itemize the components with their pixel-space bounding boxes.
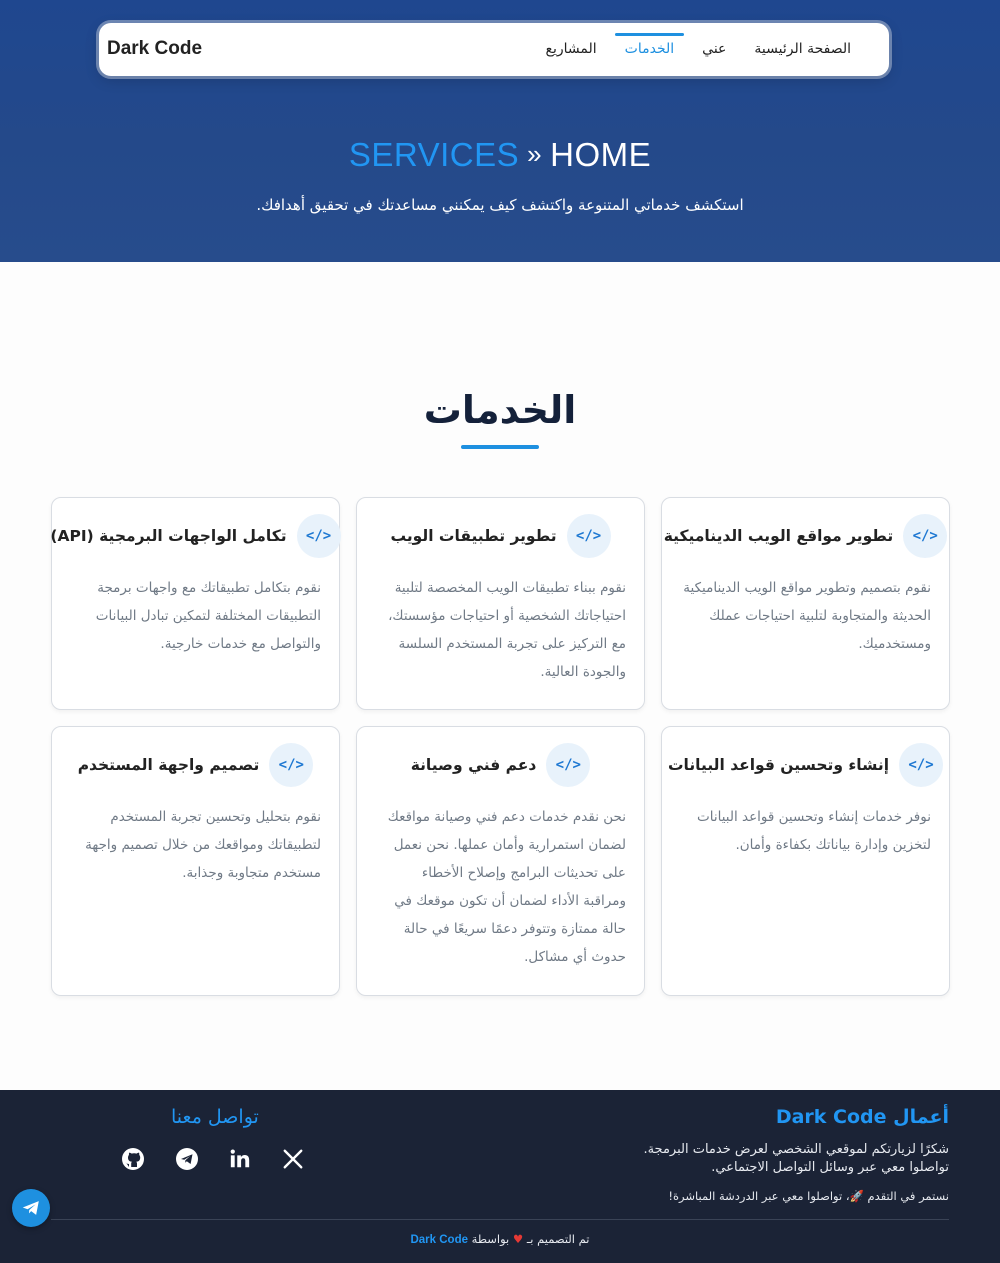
brand-logo[interactable]: Dark Code	[107, 38, 203, 59]
credit-by: بواسطة	[471, 1232, 510, 1246]
credit-prefix: تم التصميم بـ	[526, 1232, 590, 1246]
service-card	[51, 497, 340, 710]
footer-progress-text: نستمر في التقدم 🚀، تواصلوا معي عبر الدردشة المباشرة!	[668, 1189, 949, 1203]
title-underline	[461, 445, 539, 449]
hero-subtitle: استكشف خدماتي المتنوعة واكتشف كيف يمكنني مساعدتك في تحقيق أهدافك.	[256, 196, 744, 214]
nav-link-home[interactable]: الصفحة الرئيسية	[754, 41, 851, 57]
breadcrumb-current: SERVICES	[348, 136, 520, 173]
nav-link-services[interactable]: الخدمات	[615, 23, 685, 76]
footer-credit	[0, 1232, 1000, 1246]
service-card-text: نقوم بتكامل تطبيقاتك مع واجهات برمجة التطبيقات المختلفة لتمكين تبادل البيانات والتواصل مع خدمات خارجية.	[95, 580, 321, 652]
linkedin-icon[interactable]	[227, 1146, 253, 1172]
heart-icon: ♥	[512, 1232, 524, 1246]
service-card-text: نقوم بتصميم وتطوير مواقع الويب الديناميكية الحديثة والمتجاوبة لتلبية احتياجات عملك ومستخدميك.	[683, 580, 931, 652]
footer-works-title: أعمال Dark Code	[775, 1106, 949, 1128]
service-card-text: نقوم ببناء تطبيقات الويب المخصصة لتلبية احتياجاتك الشخصية أو احتياجات مؤسستك، مع التركيز على تجربة المستخدم السلسة والجودة العالية.	[388, 580, 626, 680]
breadcrumb	[0, 136, 1000, 174]
telegram-chat-button[interactable]	[12, 1189, 50, 1227]
service-card-text: نقوم بتحليل وتحسين تجربة المستخدم لتطبيقاتك ومواقعك من خلال تصميم واجهة مستخدم متجاوبة وجذابة.	[85, 809, 321, 881]
code-icon: </>	[899, 743, 943, 787]
breadcrumb-separator: »	[527, 139, 543, 169]
github-icon[interactable]	[120, 1146, 146, 1172]
credit-brand-link[interactable]: Dark Code	[410, 1234, 468, 1246]
nav-links	[528, 23, 861, 76]
footer-contact-title: تواصل معنا	[171, 1106, 259, 1128]
service-card	[661, 726, 950, 996]
code-icon: </>	[903, 514, 947, 558]
service-card-text: نوفر خدمات إنشاء وتحسين قواعد البيانات لتخزين وإدارة بياناتك بكفاءة وأمان.	[697, 809, 931, 853]
service-card	[356, 726, 645, 996]
hero-section	[0, 0, 1000, 262]
code-icon: </>	[546, 743, 590, 787]
code-icon: </>	[269, 743, 313, 787]
service-card-title: تطوير تطبيقات الويب	[390, 527, 557, 545]
code-icon: </>	[297, 514, 341, 558]
service-card-title: تصميم واجهة المستخدم	[77, 756, 260, 774]
service-card	[356, 497, 645, 710]
services-title: الخدمات	[423, 388, 577, 432]
nav-link-projects[interactable]: المشاريع	[545, 41, 597, 57]
service-card-title: تكامل الواجهات البرمجية (API)	[50, 527, 287, 545]
x-icon[interactable]	[280, 1146, 306, 1172]
telegram-icon	[20, 1197, 42, 1219]
service-card	[661, 497, 950, 710]
telegram-icon[interactable]	[174, 1146, 200, 1172]
service-card	[51, 726, 340, 996]
nav-link-about[interactable]: عني	[702, 41, 727, 57]
footer-divider	[51, 1219, 949, 1220]
service-card-title: دعم فني وصيانة	[410, 756, 537, 774]
service-card-title: تطوير مواقع الويب الديناميكية	[663, 527, 894, 545]
code-icon: </>	[567, 514, 611, 558]
footer	[0, 1090, 1000, 1263]
service-card-title: إنشاء وتحسين قواعد البيانات	[667, 756, 890, 774]
navbar	[99, 23, 889, 76]
footer-works-text: شكرًا لزيارتكم لموقعي الشخصي لعرض خدمات البرمجة. تواصلوا معي عبر وسائل التواصل الاجتماعي.	[643, 1142, 949, 1175]
breadcrumb-home[interactable]: HOME	[550, 136, 652, 173]
service-card-text: نحن نقدم خدمات دعم فني وصيانة مواقعك لضمان استمرارية وأمان عملها. نحن نعمل على تحديثات البرامج وإصلاح الأخطاء ومراقبة الأداء لضمان أن تكون موقعك في حالة ممتازة وتتوفر دعمًا سريعًا في حالة حدوث أي مشاكل.	[387, 809, 626, 965]
